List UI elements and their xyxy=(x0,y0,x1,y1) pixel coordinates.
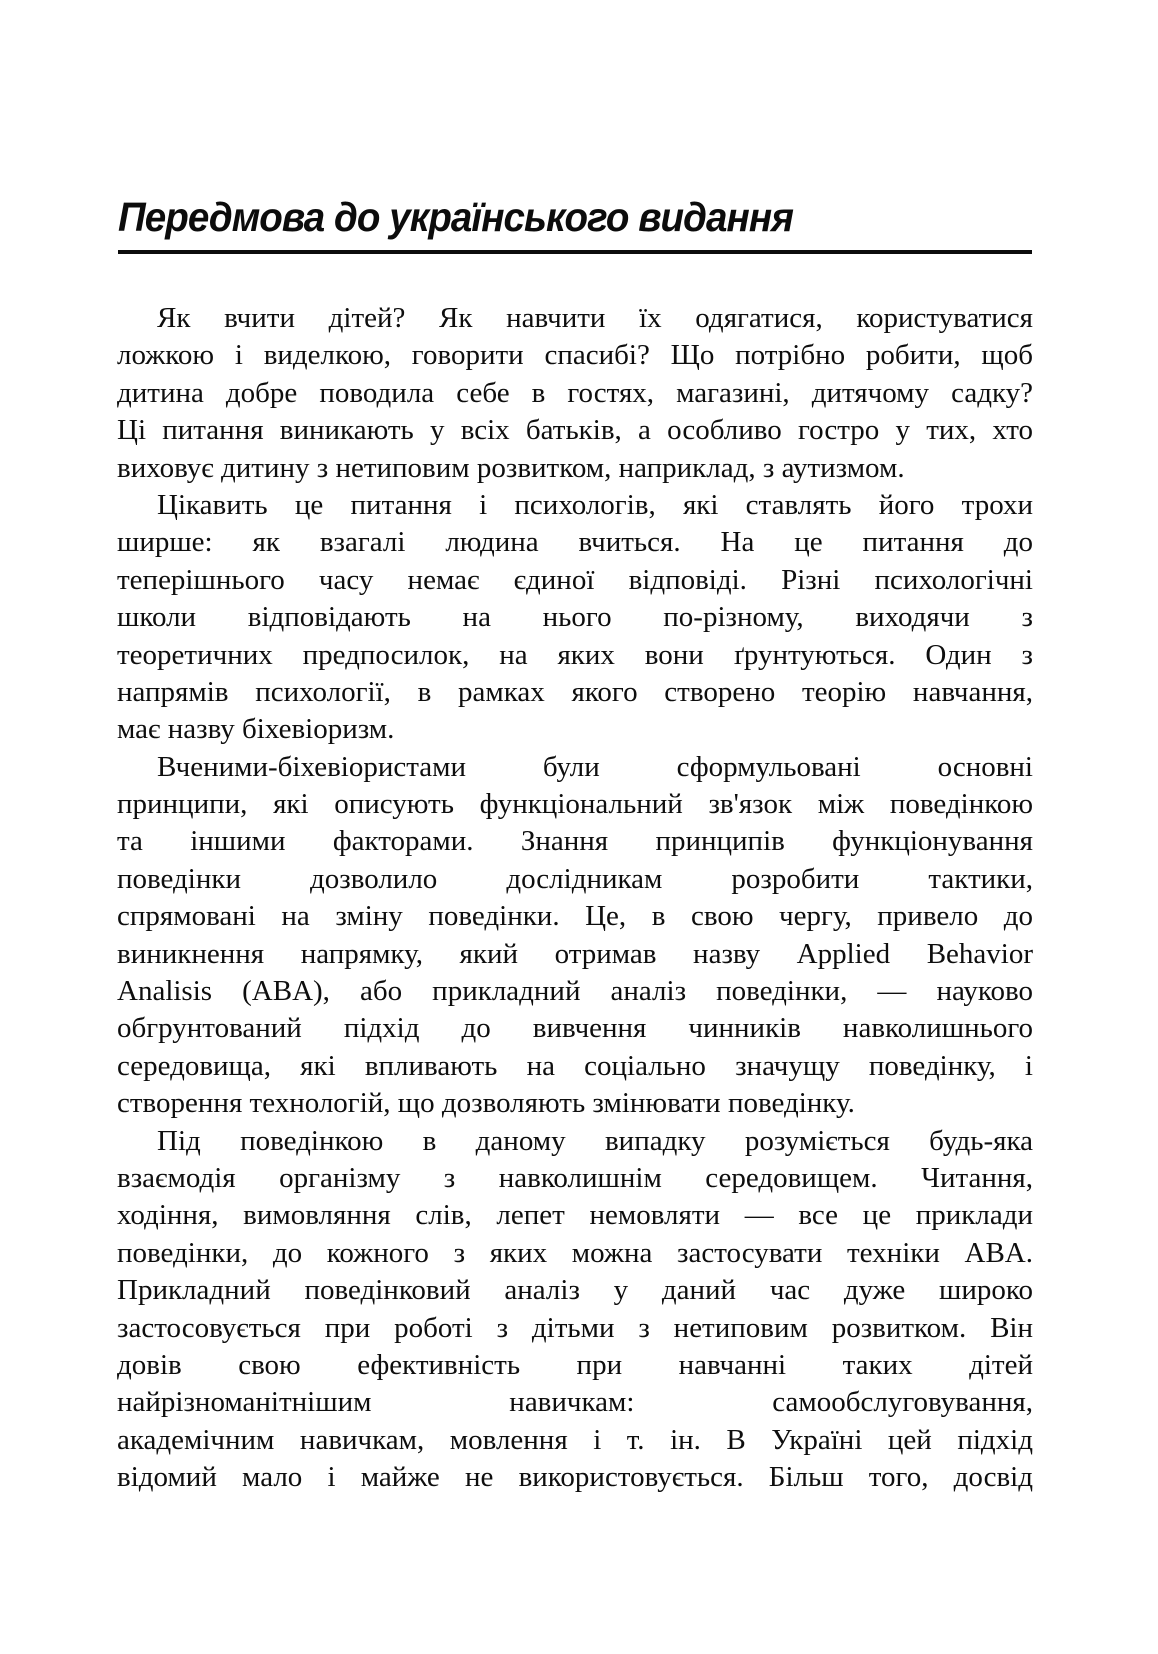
title-rule xyxy=(118,250,1032,254)
text-line: академічним навичкам, мовлення і т. ін. В Україні цей підхід xyxy=(117,1423,1033,1456)
page-title: Передмова до українського видання xyxy=(118,194,793,240)
text-line: має назву біхевіоризм. xyxy=(117,713,395,746)
text-line: виникнення напрямку, який отримав назву Applied Behavior xyxy=(117,937,1033,970)
text-line: Analisis (ABA), або прикладний аналіз поведінки, — науково xyxy=(117,975,1033,1008)
text-line: ширше: як взагалі людина вчиться. На це питання до xyxy=(117,526,1033,559)
text-line: поведінки, до кожного з яких можна застосувати техніки ABA. xyxy=(117,1236,1033,1269)
text-line: спрямовані на зміну поведінки. Це, в свою чергу, привело до xyxy=(117,900,1033,933)
text-line: середовища, які впливають на соціально значущу поведінку, і xyxy=(117,1049,1033,1082)
paragraph xyxy=(117,749,1033,1123)
page-body xyxy=(117,300,1033,1497)
text-line: виховує дитину з нетиповим розвитком, наприклад, з аутизмом. xyxy=(117,451,905,484)
paragraph xyxy=(117,487,1033,749)
text-line: взаємодія організму з навколишнім середовищем. Читання, xyxy=(117,1161,1033,1194)
text-line: Цікавить це питання і психологів, які ставлять його трохи xyxy=(157,488,1033,521)
paragraph xyxy=(117,1123,1033,1497)
text-line: школи відповідають на нього по-різному, виходячи з xyxy=(117,601,1033,634)
text-line: Вченими-біхевіористами були сформульовані основні xyxy=(157,750,1033,783)
title-block xyxy=(118,193,1034,241)
text-line: найрізноманітнішим навичкам: самообслуговування, xyxy=(117,1386,1033,1419)
text-line: Як вчити дітей? Як навчити їх одягатися, користуватися xyxy=(157,302,1033,334)
text-line: теперішнього часу немає єдиної відповіді. Різні психологічні xyxy=(117,563,1033,596)
text-line: ходіння, вимовляння слів, лепет немовляти — все це приклади xyxy=(117,1199,1033,1232)
text-line: відомий мало і майже не використовується. Більш того, досвід xyxy=(117,1461,1033,1494)
text-line: та іншими факторами. Знання принципів функціонування xyxy=(117,825,1033,858)
text-line: довів свою ефективність при навчанні таких дітей xyxy=(117,1348,1033,1381)
text-line: Прикладний поведінковий аналіз у даний час дуже широко xyxy=(117,1274,1033,1307)
text-line: застосовується при роботі з дітьми з нетиповим розвитком. Він xyxy=(117,1311,1033,1344)
paragraph xyxy=(117,300,1033,487)
text-line: теоретичних предпосилок, на яких вони ґрунтуються. Один з xyxy=(117,638,1033,671)
text-line: обгрунтований підхід до вивчення чинників навколишнього xyxy=(117,1012,1033,1045)
text-line: Під поведінкою в даному випадку розуміється будь-яка xyxy=(157,1124,1033,1157)
text-line: Ці питання виникають у всіх батьків, а особливо гостро у тих, хто xyxy=(117,414,1033,447)
text-line: дитина добре поводила себе в гостях, магазині, дитячому садку? xyxy=(117,376,1033,409)
text-line: поведінки дозволило дослідникам розробити тактики, xyxy=(117,862,1033,895)
text-line: напрямів психології, в рамках якого створено теорію навчання, xyxy=(117,675,1033,708)
text-line: принципи, які описують функціональний зв'язок між поведінкою xyxy=(117,788,1033,821)
text-line: створення технологій, що дозволяють змінювати поведінку. xyxy=(117,1087,855,1120)
text-line: ложкою і виделкою, говорити спасибі? Що потрібно робити, щоб xyxy=(117,339,1033,372)
